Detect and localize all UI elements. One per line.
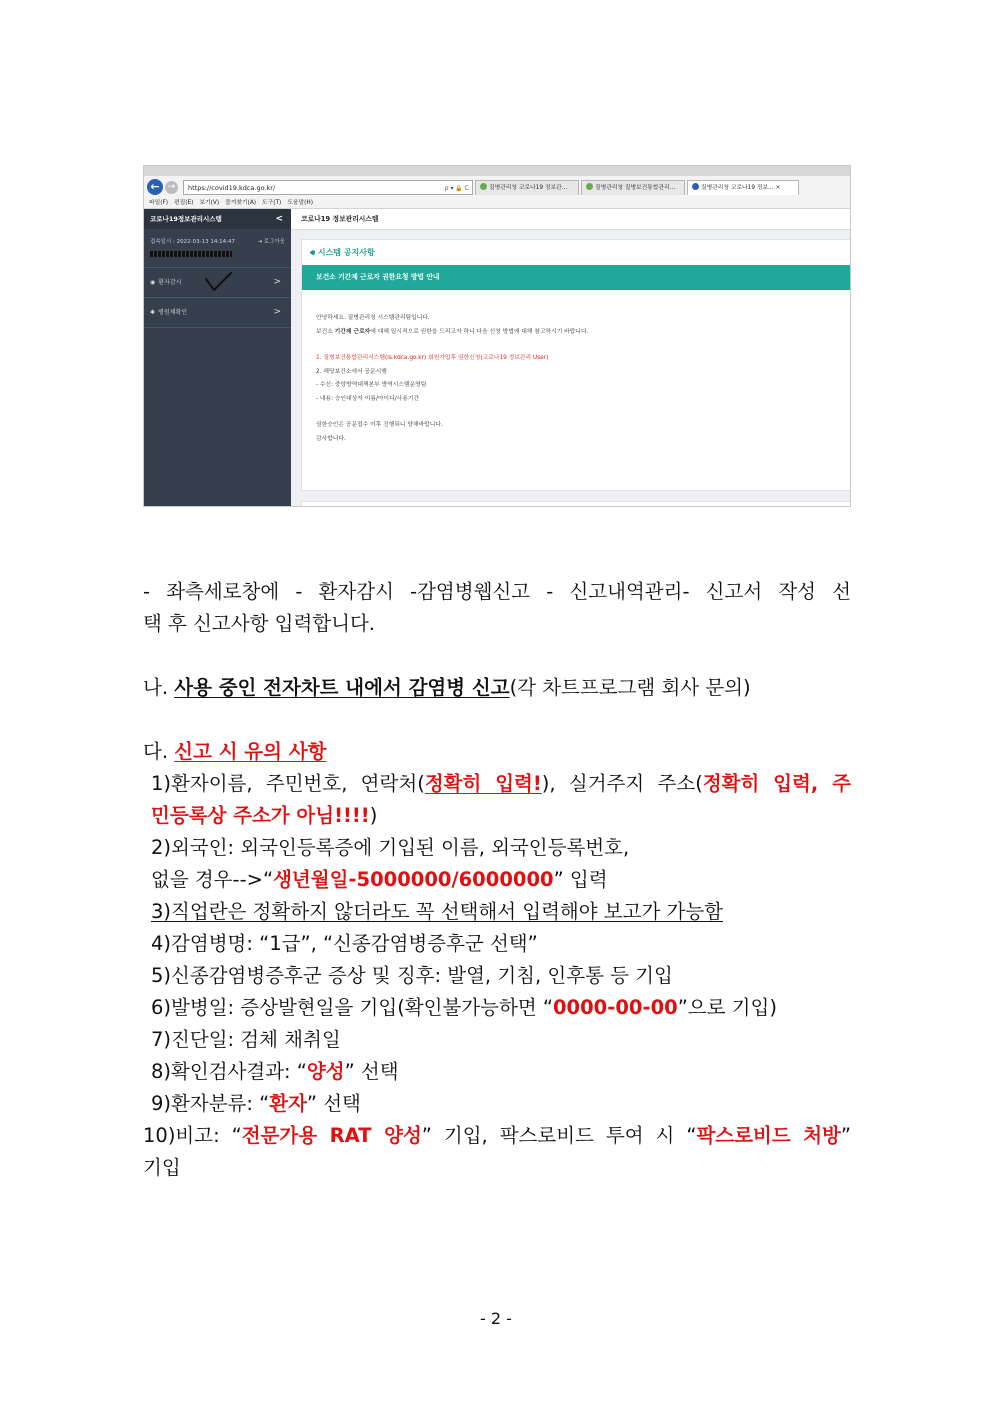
logout-button[interactable]: ⇥ 로그아웃 [257, 239, 285, 245]
item-3: 3)직업란은 정확하지 않더라도 꼭 선택해서 입력해야 보고가 가능함 [151, 900, 724, 923]
item-9: 9)환자분류: “환자” 선택 [151, 1092, 361, 1115]
item-1-cont: 민등록상 주소가 아님!!!!) [151, 804, 378, 827]
section-da-title: 신고 시 유의 사항 [174, 740, 327, 763]
page-number: - 2 - [480, 1309, 512, 1328]
menu-edit[interactable]: 편집(E) [174, 200, 194, 206]
back-icon[interactable]: ← [147, 179, 163, 195]
browser-tab-3[interactable]: 질병관리청 코로나19 정보... × [687, 180, 799, 195]
people-icon: ✱ [150, 309, 156, 316]
sidebar-item-patient-surveillance[interactable]: ◉ 환자감시 > [144, 268, 291, 298]
sidebar-header [144, 209, 291, 229]
url-tools-icon[interactable]: ρ ▾ 🔒 C [444, 184, 469, 192]
item-4: 4)감염병명: “1급”, “신종감염병증후군 선택” [151, 932, 538, 955]
item-10: 10)비고: “전문가용 RAT 양성” 기입, 팍스로비드 투여 시 “팍스로비드 처방” [143, 1124, 851, 1147]
section-da: 다. 신고 시 유의 사항 [143, 740, 327, 763]
url-field[interactable] [183, 180, 473, 195]
notice-line: - 내용: 승인대상자 이름/아이디/사용기간 [316, 395, 420, 402]
paragraph-line: 택 후 신고사항 입력합니다. [143, 612, 376, 635]
second-panel [301, 501, 851, 507]
tab-close-icon[interactable]: × [775, 184, 781, 191]
menu-favorites[interactable]: 즐겨찾기(A) [225, 200, 257, 206]
notice-line: 권한승인은 공문접수 이후 진행되니 양해바랍니다. [316, 422, 443, 428]
notice-body [302, 290, 851, 446]
item-7: 7)진단일: 검체 채취일 [151, 1028, 341, 1051]
item-8: 8)확인검사결과: “양성” 선택 [151, 1060, 399, 1083]
browser-menubar [144, 198, 850, 209]
chevron-right-icon: > [273, 307, 281, 317]
tab-favicon-icon [480, 183, 487, 190]
web-app [144, 209, 850, 506]
address-bar-row [144, 176, 850, 198]
redacted-username [150, 251, 232, 257]
section-na-title: 사용 중인 전자차트 내에서 감염병 신고 [174, 676, 510, 699]
main-content [291, 209, 850, 506]
sidebar-title: 코로나19정보관리시스템 [150, 215, 222, 223]
embedded-screenshot [143, 165, 851, 507]
notice-line: 2. 해당보건소에서 공문시행 [316, 368, 387, 375]
notice-panel [301, 239, 851, 491]
chevron-right-icon: > [273, 277, 281, 287]
eye-icon: ◉ [150, 279, 156, 286]
tab-favicon-icon [586, 183, 593, 190]
login-time: 접속일시 : 2022-03-13 14:14:47 [150, 239, 236, 245]
menu-file[interactable]: 파일(F) [149, 200, 169, 206]
paragraph-line: - 좌측세로창에 - 환자감시 -감염병웹신고 - 신고내역관리- 신고서 작성 선 [143, 580, 851, 603]
tab-favicon-icon [692, 183, 699, 190]
item-2-cont: 없을 경우-->“생년월일-5000000/6000000” 입력 [151, 868, 608, 891]
item-10-cont: 기입 [143, 1156, 181, 1179]
item-6: 6)발병일: 증상발현일을 기입(확인불가능하면 “0000-00-00”으로 기입) [151, 996, 777, 1019]
browser-tab-1[interactable]: 질병관리청 코로나19 정보관... [475, 180, 579, 195]
item-2: 2)외국인: 외국인등록증에 기입된 이름, 외국인등록번호, [151, 836, 630, 859]
notice-banner[interactable]: 보건소 기간제 근로자 권한요청 방법 안내 [302, 265, 851, 290]
forward-icon[interactable]: → [165, 181, 178, 194]
notice-line: 보건소 기간제 근로자에 대해 일시적으로 권한을 드리고자 하니 다음 신청 방법에 대해 참고하시기 바랍니다. [316, 328, 589, 335]
item-1: 1)환자이름, 주민번호, 연락처(정확히 입력!), 실거주지 주소(정확히 입력, 주 [151, 772, 852, 795]
collapse-chevron-icon[interactable]: < [275, 214, 283, 224]
url-text: https://covid19.kdca.go.kr/ [188, 183, 276, 192]
handwritten-checkmark-icon [204, 271, 234, 293]
item-5: 5)신종감염병증후군 증상 및 징후: 발열, 기침, 인후통 등 기입 [151, 964, 673, 987]
notice-title: 🔊︎ 시스템 공지사항 [310, 248, 375, 257]
sidebar [144, 209, 291, 506]
window-titlebar [144, 166, 850, 176]
browser-tab-2[interactable]: 질병관리청 질병보건통합관리... [581, 180, 685, 195]
notice-line: 안녕하세요. 질병관리청 시스템관리팀입니다. [316, 315, 430, 321]
notice-line: - 수신: 중앙방역대책본부 방역시스템운영팀 [316, 382, 427, 388]
login-info [144, 229, 291, 268]
notice-line: 감사합니다. [316, 435, 346, 442]
content-header-title: 코로나19 정보관리시스템 [291, 209, 850, 230]
menu-view[interactable]: 보기(V) [199, 200, 220, 206]
menu-tools[interactable]: 도구(T) [262, 200, 282, 206]
section-na: 나. 사용 중인 전자차트 내에서 감염병 신고(각 차트프로그램 회사 문의) [143, 676, 751, 699]
notice-line: 1. 질병보건통합관리시스템(is.kdca.go.kr) 회원가입후 권한신청(코로나19 정보관리 User) [316, 355, 549, 361]
menu-help[interactable]: 도움말(H) [287, 200, 313, 206]
speaker-icon: 🔊︎ [310, 248, 316, 257]
sidebar-item-pathogen-confirm[interactable]: ✱ 병원체확인 > [144, 298, 291, 328]
